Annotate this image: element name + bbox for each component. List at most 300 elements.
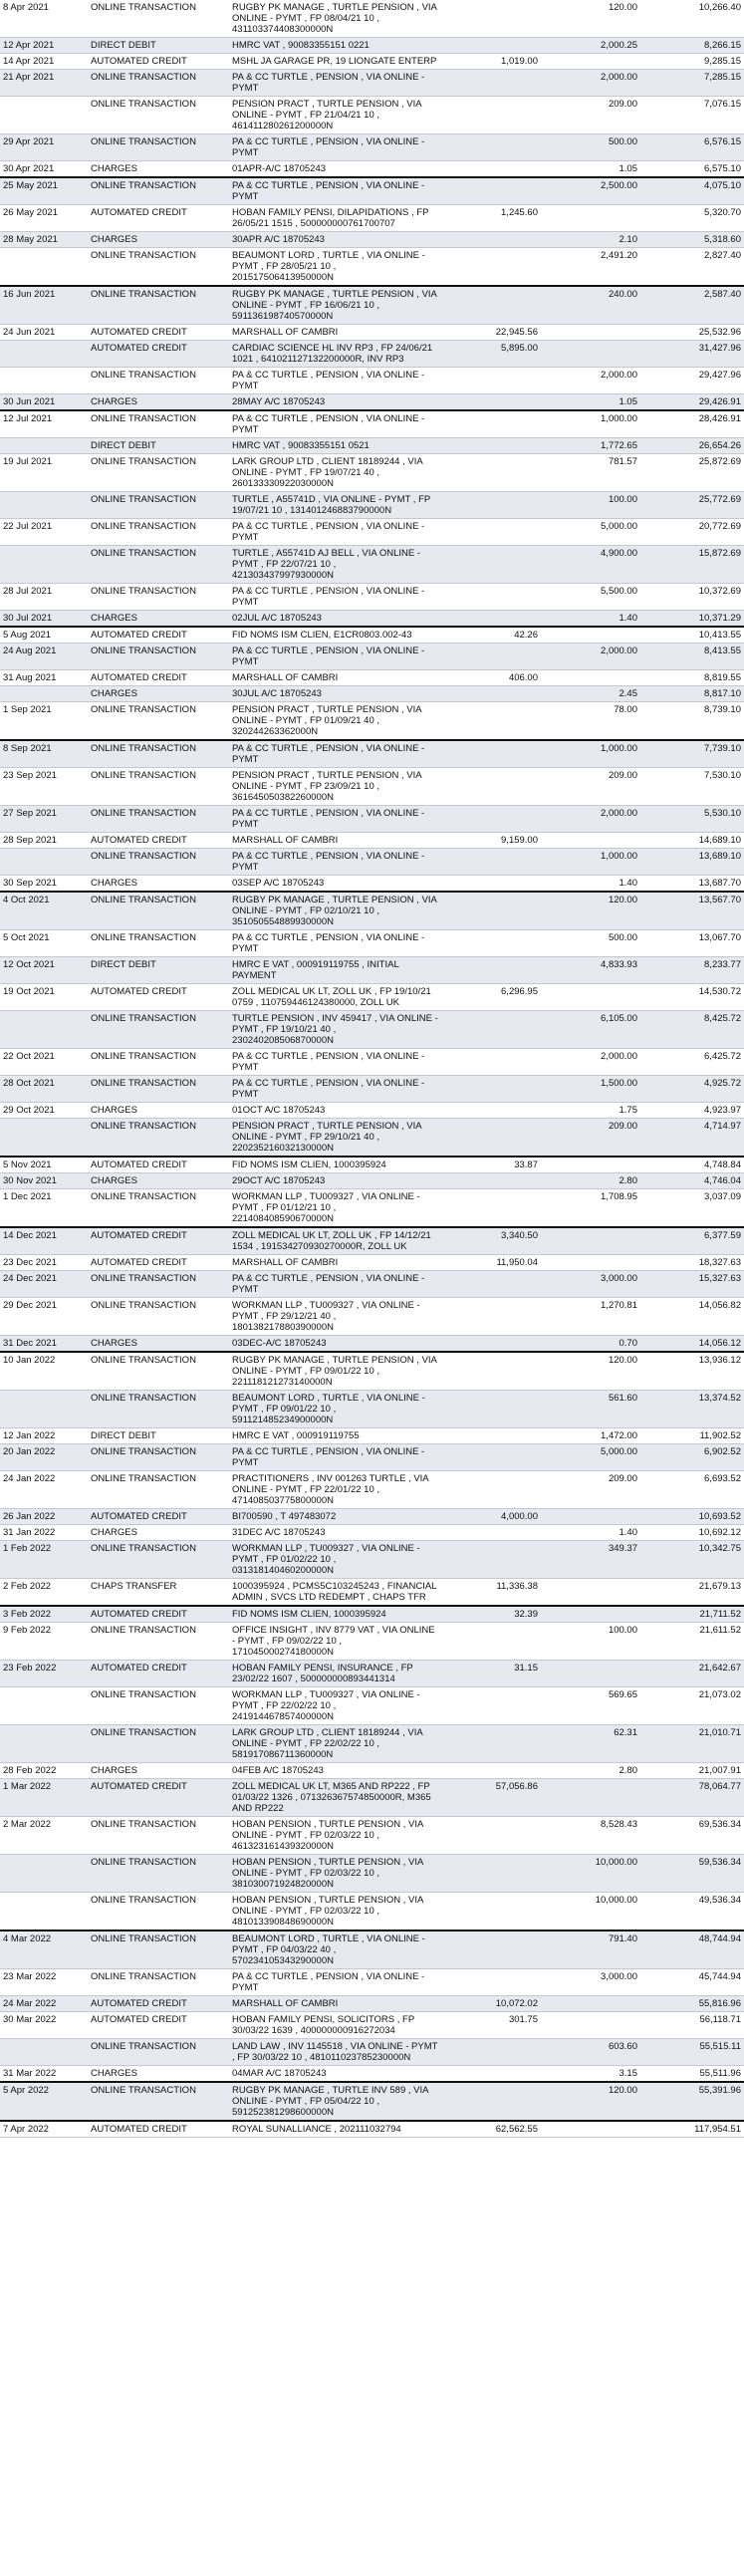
transaction-date bbox=[0, 97, 88, 134]
transaction-paid-out: 406.00 bbox=[441, 670, 541, 686]
transaction-type: ONLINE TRANSACTION bbox=[88, 1298, 229, 1336]
transaction-date: 1 Dec 2021 bbox=[0, 1189, 88, 1228]
transaction-balance: 6,693.52 bbox=[640, 1471, 744, 1509]
transaction-date bbox=[0, 368, 88, 394]
transaction-type: CHARGES bbox=[88, 1763, 229, 1779]
transaction-paid-out bbox=[441, 1525, 541, 1541]
transaction-type: CHARGES bbox=[88, 2066, 229, 2083]
transaction-date: 19 Oct 2021 bbox=[0, 984, 88, 1011]
transaction-balance: 49,536.34 bbox=[640, 1893, 744, 1932]
transaction-paid-in: 1,708.95 bbox=[541, 1189, 640, 1228]
transaction-row bbox=[0, 368, 744, 394]
transaction-paid-out bbox=[441, 161, 541, 178]
transaction-date: 28 Jul 2021 bbox=[0, 584, 88, 611]
transaction-paid-in: 2,000.00 bbox=[541, 70, 640, 97]
transaction-description: PENSION PRACT , TURTLE PENSION , VIA ONLINE - PYMT , FP 23/09/21 10 , 361645050382260000N bbox=[229, 768, 441, 806]
transaction-paid-in bbox=[541, 1227, 640, 1255]
transaction-paid-out bbox=[441, 232, 541, 248]
transaction-paid-out bbox=[441, 2066, 541, 2083]
transaction-description: PENSION PRACT , TURTLE PENSION , VIA ONLINE - PYMT , FP 01/09/21 40 , 320244263362000N bbox=[229, 702, 441, 741]
transaction-description: 01OCT A/C 18705243 bbox=[229, 1103, 441, 1119]
transaction-paid-out bbox=[441, 644, 541, 670]
transaction-row bbox=[0, 1817, 744, 1855]
transaction-date: 21 Apr 2021 bbox=[0, 70, 88, 97]
transaction-paid-out bbox=[441, 1428, 541, 1444]
transaction-row bbox=[0, 205, 744, 232]
transaction-balance: 10,342.75 bbox=[640, 1541, 744, 1579]
transaction-paid-in bbox=[541, 54, 640, 70]
transaction-balance: 4,925.72 bbox=[640, 1076, 744, 1103]
transaction-balance: 11,902.52 bbox=[640, 1428, 744, 1444]
transaction-date: 24 Dec 2021 bbox=[0, 1271, 88, 1298]
transaction-date bbox=[0, 1725, 88, 1763]
transaction-balance: 48,744.94 bbox=[640, 1931, 744, 1969]
transaction-description: HMRC VAT , 90083355151 0521 bbox=[229, 438, 441, 454]
transaction-date: 14 Dec 2021 bbox=[0, 1227, 88, 1255]
transaction-type: ONLINE TRANSACTION bbox=[88, 286, 229, 325]
transaction-date: 14 Apr 2021 bbox=[0, 54, 88, 70]
transaction-description: ZOLL MEDICAL UK LT, ZOLL UK , FP 14/12/21 1534 , 191534270930270000R, ZOLL UK bbox=[229, 1227, 441, 1255]
transaction-row bbox=[0, 806, 744, 833]
transaction-type: AUTOMATED CREDIT bbox=[88, 1779, 229, 1817]
transaction-paid-in bbox=[541, 1661, 640, 1687]
transaction-type: AUTOMATED CREDIT bbox=[88, 627, 229, 644]
transaction-paid-out bbox=[441, 1011, 541, 1049]
transaction-row bbox=[0, 1189, 744, 1228]
transaction-row bbox=[0, 1623, 744, 1661]
transaction-row bbox=[0, 1271, 744, 1298]
transaction-paid-in: 1,000.00 bbox=[541, 410, 640, 438]
transaction-date bbox=[0, 1391, 88, 1428]
transaction-type: AUTOMATED CREDIT bbox=[88, 2121, 229, 2138]
transaction-row bbox=[0, 519, 744, 546]
transaction-type: ONLINE TRANSACTION bbox=[88, 1817, 229, 1855]
transaction-paid-out bbox=[441, 546, 541, 584]
transaction-date: 24 Mar 2022 bbox=[0, 1996, 88, 2012]
transaction-row bbox=[0, 1255, 744, 1271]
transaction-row bbox=[0, 1119, 744, 1158]
transaction-date bbox=[0, 2039, 88, 2066]
transaction-paid-in: 2,000.25 bbox=[541, 38, 640, 54]
transaction-paid-in: 209.00 bbox=[541, 1471, 640, 1509]
transaction-paid-out: 57,056.86 bbox=[441, 1779, 541, 1817]
transaction-description: RUGBY PK MANAGE , TURTLE PENSION , VIA ONLINE - PYMT , FP 02/10/21 10 , 351050554889930000N bbox=[229, 892, 441, 930]
transaction-row bbox=[0, 670, 744, 686]
transaction-row bbox=[0, 1763, 744, 1779]
transaction-paid-out bbox=[441, 438, 541, 454]
transaction-description: 30APR A/C 18705243 bbox=[229, 232, 441, 248]
transaction-paid-out bbox=[441, 1725, 541, 1763]
transaction-date: 29 Apr 2021 bbox=[0, 134, 88, 161]
transaction-balance: 13,374.52 bbox=[640, 1391, 744, 1428]
transaction-paid-out bbox=[441, 611, 541, 628]
transaction-balance: 4,748.84 bbox=[640, 1157, 744, 1173]
transaction-balance: 21,007.91 bbox=[640, 1763, 744, 1779]
transaction-row bbox=[0, 702, 744, 741]
transaction-description: ROYAL SUNALLIANCE , 202111032794 bbox=[229, 2121, 441, 2138]
transaction-description: RUGBY PK MANAGE , TURTLE PENSION , VIA ONLINE - PYMT , FP 16/06/21 10 , 591136198740570000N bbox=[229, 286, 441, 325]
transaction-row bbox=[0, 546, 744, 584]
transaction-row bbox=[0, 876, 744, 893]
transaction-row bbox=[0, 1011, 744, 1049]
transaction-paid-in bbox=[541, 205, 640, 232]
transaction-row bbox=[0, 892, 744, 930]
transaction-type: CHARGES bbox=[88, 1173, 229, 1189]
transaction-row bbox=[0, 686, 744, 702]
transaction-row bbox=[0, 1227, 744, 1255]
transaction-date bbox=[0, 1687, 88, 1725]
transaction-type: ONLINE TRANSACTION bbox=[88, 584, 229, 611]
transaction-balance: 14,056.82 bbox=[640, 1298, 744, 1336]
transaction-type: AUTOMATED CREDIT bbox=[88, 1661, 229, 1687]
transaction-description: BEAUMONT LORD , TURTLE , VIA ONLINE - PYMT , FP 28/05/21 10 , 201517506413950000N bbox=[229, 248, 441, 287]
transaction-paid-out bbox=[441, 1969, 541, 1996]
transaction-paid-in: 1,270.81 bbox=[541, 1298, 640, 1336]
transaction-paid-out bbox=[441, 686, 541, 702]
transaction-paid-out bbox=[441, 1687, 541, 1725]
transaction-paid-in: 603.60 bbox=[541, 2039, 640, 2066]
transaction-paid-in: 8,528.43 bbox=[541, 1817, 640, 1855]
transaction-type: ONLINE TRANSACTION bbox=[88, 410, 229, 438]
transaction-row bbox=[0, 1606, 744, 1623]
transaction-description: PA & CC TURTLE , PENSION , VIA ONLINE - PYMT bbox=[229, 368, 441, 394]
transaction-row bbox=[0, 930, 744, 957]
transaction-balance: 21,711.52 bbox=[640, 1606, 744, 1623]
transaction-paid-in: 2.10 bbox=[541, 232, 640, 248]
transaction-paid-in bbox=[541, 627, 640, 644]
transaction-balance: 8,819.55 bbox=[640, 670, 744, 686]
transaction-paid-out: 10,072.02 bbox=[441, 1996, 541, 2012]
transaction-description: WORKMAN LLP , TU009327 , VIA ONLINE - PYMT , FP 29/12/21 40 , 180138217880390000N bbox=[229, 1298, 441, 1336]
transaction-description: PA & CC TURTLE , PENSION , VIA ONLINE - PYMT bbox=[229, 519, 441, 546]
transaction-balance: 21,611.52 bbox=[640, 1623, 744, 1661]
transaction-date: 9 Feb 2022 bbox=[0, 1623, 88, 1661]
transaction-type: ONLINE TRANSACTION bbox=[88, 134, 229, 161]
transaction-description: BEAUMONT LORD , TURTLE , VIA ONLINE - PYMT , FP 04/03/22 40 , 570234105343290000N bbox=[229, 1931, 441, 1969]
transaction-row bbox=[0, 1428, 744, 1444]
transaction-balance: 10,372.69 bbox=[640, 584, 744, 611]
transaction-description: PA & CC TURTLE , PENSION , VIA ONLINE - PYMT bbox=[229, 806, 441, 833]
transaction-description: 03SEP A/C 18705243 bbox=[229, 876, 441, 893]
transaction-type: CHARGES bbox=[88, 1525, 229, 1541]
transaction-paid-out: 6,296.95 bbox=[441, 984, 541, 1011]
transaction-row bbox=[0, 1525, 744, 1541]
transaction-description: PA & CC TURTLE , PENSION , VIA ONLINE - PYMT bbox=[229, 1271, 441, 1298]
transaction-paid-in: 781.57 bbox=[541, 454, 640, 492]
transaction-balance: 21,679.13 bbox=[640, 1579, 744, 1607]
transaction-row bbox=[0, 1541, 744, 1579]
transaction-type: ONLINE TRANSACTION bbox=[88, 2082, 229, 2121]
transaction-paid-out bbox=[441, 248, 541, 287]
transaction-balance: 55,816.96 bbox=[640, 1996, 744, 2012]
transaction-paid-in: 209.00 bbox=[541, 97, 640, 134]
transaction-description: MARSHALL OF CAMBRI bbox=[229, 833, 441, 849]
transaction-description: PA & CC TURTLE , PENSION , VIA ONLINE - PYMT bbox=[229, 849, 441, 876]
transaction-paid-in bbox=[541, 1255, 640, 1271]
transaction-description: RUGBY PK MANAGE , TURTLE INV 589 , VIA ONLINE - PYMT , FP 05/04/22 10 , 591252381298600000N bbox=[229, 2082, 441, 2121]
transaction-paid-in: 2,491.20 bbox=[541, 248, 640, 287]
transaction-type: CHARGES bbox=[88, 611, 229, 628]
transaction-balance: 8,266.15 bbox=[640, 38, 744, 54]
transaction-balance: 15,872.69 bbox=[640, 546, 744, 584]
transaction-description: HOBAN FAMILY PENSI, DILAPIDATIONS , FP 26/05/21 1515 , 500000000761700707 bbox=[229, 205, 441, 232]
transaction-paid-in: 0.70 bbox=[541, 1336, 640, 1353]
transaction-description: 04FEB A/C 18705243 bbox=[229, 1763, 441, 1779]
transaction-paid-in: 5,000.00 bbox=[541, 519, 640, 546]
transaction-description: MARSHALL OF CAMBRI bbox=[229, 1255, 441, 1271]
transaction-type: DIRECT DEBIT bbox=[88, 957, 229, 984]
transaction-paid-in: 561.60 bbox=[541, 1391, 640, 1428]
transaction-paid-out bbox=[441, 1817, 541, 1855]
transaction-type: ONLINE TRANSACTION bbox=[88, 546, 229, 584]
transaction-balance: 8,817.10 bbox=[640, 686, 744, 702]
transaction-balance: 26,654.26 bbox=[640, 438, 744, 454]
transaction-type: ONLINE TRANSACTION bbox=[88, 1049, 229, 1076]
transaction-description: FID NOMS ISM CLIEN, E1CR0803.002-43 bbox=[229, 627, 441, 644]
transaction-date: 23 Sep 2021 bbox=[0, 768, 88, 806]
transaction-row bbox=[0, 177, 744, 205]
transaction-paid-in: 1.40 bbox=[541, 611, 640, 628]
transaction-description: 1000395924 , PCMS5C103245243 , FINANCIAL ADMIN , SVCS LTD REDEMPT , CHAPS TFR bbox=[229, 1579, 441, 1607]
transaction-description: LAND LAW , INV 1145518 , VIA ONLINE - PYMT , FP 30/03/22 10 , 481011023785230000N bbox=[229, 2039, 441, 2066]
transaction-paid-in bbox=[541, 325, 640, 341]
transaction-date: 24 Jun 2021 bbox=[0, 325, 88, 341]
transaction-type: ONLINE TRANSACTION bbox=[88, 248, 229, 287]
transaction-type: ONLINE TRANSACTION bbox=[88, 519, 229, 546]
transaction-description: HOBAN PENSION , TURTLE PENSION , VIA ONLINE - PYMT , FP 02/03/22 10 , 381030071924820000N bbox=[229, 1855, 441, 1893]
transaction-paid-out bbox=[441, 368, 541, 394]
transaction-type: ONLINE TRANSACTION bbox=[88, 806, 229, 833]
transaction-balance: 55,511.96 bbox=[640, 2066, 744, 2083]
transaction-paid-in: 78.00 bbox=[541, 702, 640, 741]
transaction-description: HMRC E VAT , 000919119755 bbox=[229, 1428, 441, 1444]
transaction-balance: 14,689.10 bbox=[640, 833, 744, 849]
transaction-balance: 31,427.96 bbox=[640, 341, 744, 368]
transaction-balance: 13,936.12 bbox=[640, 1352, 744, 1391]
transaction-paid-out bbox=[441, 1103, 541, 1119]
transaction-balance: 25,772.69 bbox=[640, 492, 744, 519]
transaction-paid-in: 120.00 bbox=[541, 0, 640, 38]
transaction-balance: 29,426.91 bbox=[640, 394, 744, 411]
transaction-type: ONLINE TRANSACTION bbox=[88, 849, 229, 876]
transaction-type: CHAPS TRANSFER bbox=[88, 1579, 229, 1607]
transaction-paid-in bbox=[541, 1606, 640, 1623]
transaction-paid-out bbox=[441, 702, 541, 741]
transaction-paid-out bbox=[441, 134, 541, 161]
transaction-paid-in: 1,500.00 bbox=[541, 1076, 640, 1103]
transaction-description: PA & CC TURTLE , PENSION , VIA ONLINE - PYMT bbox=[229, 410, 441, 438]
transaction-balance: 13,689.10 bbox=[640, 849, 744, 876]
transaction-date: 5 Oct 2021 bbox=[0, 930, 88, 957]
transaction-paid-out: 32.39 bbox=[441, 1606, 541, 1623]
transaction-balance: 2,587.40 bbox=[640, 286, 744, 325]
transaction-date: 7 Apr 2022 bbox=[0, 2121, 88, 2138]
transaction-date: 28 Feb 2022 bbox=[0, 1763, 88, 1779]
transaction-date: 12 Apr 2021 bbox=[0, 38, 88, 54]
transaction-type: ONLINE TRANSACTION bbox=[88, 1189, 229, 1228]
transaction-paid-in: 1.75 bbox=[541, 1103, 640, 1119]
transaction-paid-out bbox=[441, 1271, 541, 1298]
transaction-date bbox=[0, 492, 88, 519]
transaction-row bbox=[0, 161, 744, 178]
transaction-paid-in: 1,772.65 bbox=[541, 438, 640, 454]
transaction-row bbox=[0, 1996, 744, 2012]
transaction-paid-out: 5,895.00 bbox=[441, 341, 541, 368]
transaction-paid-out bbox=[441, 768, 541, 806]
transaction-row bbox=[0, 438, 744, 454]
transaction-type: CHARGES bbox=[88, 161, 229, 178]
transaction-type: ONLINE TRANSACTION bbox=[88, 1541, 229, 1579]
transaction-balance: 25,872.69 bbox=[640, 454, 744, 492]
transaction-paid-in: 120.00 bbox=[541, 892, 640, 930]
transaction-description: 01APR-A/C 18705243 bbox=[229, 161, 441, 178]
transaction-paid-out bbox=[441, 394, 541, 411]
transaction-balance: 56,118.71 bbox=[640, 2012, 744, 2039]
transaction-row bbox=[0, 54, 744, 70]
transaction-row bbox=[0, 2039, 744, 2066]
transaction-row bbox=[0, 232, 744, 248]
transaction-paid-in: 1.05 bbox=[541, 394, 640, 411]
transaction-paid-in: 569.65 bbox=[541, 1687, 640, 1725]
transaction-description: 31DEC A/C 18705243 bbox=[229, 1525, 441, 1541]
transaction-paid-out bbox=[441, 1931, 541, 1969]
transaction-type: ONLINE TRANSACTION bbox=[88, 1011, 229, 1049]
transaction-paid-out bbox=[441, 1855, 541, 1893]
transaction-date: 8 Apr 2021 bbox=[0, 0, 88, 38]
transaction-type: ONLINE TRANSACTION bbox=[88, 1725, 229, 1763]
transaction-balance: 7,076.15 bbox=[640, 97, 744, 134]
transaction-row bbox=[0, 70, 744, 97]
transaction-balance: 7,530.10 bbox=[640, 768, 744, 806]
transaction-type: CHARGES bbox=[88, 232, 229, 248]
transaction-type: ONLINE TRANSACTION bbox=[88, 368, 229, 394]
transaction-date: 23 Mar 2022 bbox=[0, 1969, 88, 1996]
transaction-type: ONLINE TRANSACTION bbox=[88, 1076, 229, 1103]
transaction-date: 1 Mar 2022 bbox=[0, 1779, 88, 1817]
transaction-description: 30JUL A/C 18705243 bbox=[229, 686, 441, 702]
transaction-date: 5 Aug 2021 bbox=[0, 627, 88, 644]
transaction-type: CHARGES bbox=[88, 686, 229, 702]
transaction-description: HOBAN FAMILY PENSI, SOLICITORS , FP 30/03/22 1639 , 400000000916272034 bbox=[229, 2012, 441, 2039]
transaction-paid-in: 10,000.00 bbox=[541, 1893, 640, 1932]
transaction-balance: 3,037.09 bbox=[640, 1189, 744, 1228]
transaction-description: MSHL JA GARAGE PR, 19 LIONGATE ENTERP bbox=[229, 54, 441, 70]
transaction-type: ONLINE TRANSACTION bbox=[88, 1855, 229, 1893]
transaction-paid-out bbox=[441, 492, 541, 519]
transaction-date: 30 Mar 2022 bbox=[0, 2012, 88, 2039]
transaction-balance: 20,772.69 bbox=[640, 519, 744, 546]
transaction-type: ONLINE TRANSACTION bbox=[88, 1119, 229, 1158]
transaction-date bbox=[0, 849, 88, 876]
transaction-balance: 10,693.52 bbox=[640, 1509, 744, 1525]
transaction-description: PRACTITIONERS , INV 001263 TURTLE , VIA ONLINE - PYMT , FP 22/01/22 10 , 471408503775800000N bbox=[229, 1471, 441, 1509]
transaction-type: ONLINE TRANSACTION bbox=[88, 1391, 229, 1428]
transaction-row bbox=[0, 1931, 744, 1969]
transaction-description: 29OCT A/C 18705243 bbox=[229, 1173, 441, 1189]
transaction-description: HOBAN FAMILY PENSI, INSURANCE , FP 23/02/22 1607 , 500000000893441314 bbox=[229, 1661, 441, 1687]
transaction-type: AUTOMATED CREDIT bbox=[88, 1996, 229, 2012]
transaction-date: 28 Sep 2021 bbox=[0, 833, 88, 849]
transaction-type: ONLINE TRANSACTION bbox=[88, 1687, 229, 1725]
transaction-description: HMRC E VAT , 000919119755 , INITIAL PAYMENT bbox=[229, 957, 441, 984]
transaction-description: PA & CC TURTLE , PENSION , VIA ONLINE - PYMT bbox=[229, 134, 441, 161]
transaction-description: MARSHALL OF CAMBRI bbox=[229, 1996, 441, 2012]
transaction-date: 23 Feb 2022 bbox=[0, 1661, 88, 1687]
transaction-balance: 13,067.70 bbox=[640, 930, 744, 957]
transaction-row bbox=[0, 2066, 744, 2083]
transaction-balance: 8,413.55 bbox=[640, 644, 744, 670]
transaction-row bbox=[0, 1352, 744, 1391]
transaction-type: AUTOMATED CREDIT bbox=[88, 205, 229, 232]
transaction-description: FID NOMS ISM CLIEN, 1000395924 bbox=[229, 1157, 441, 1173]
transaction-paid-in bbox=[541, 1157, 640, 1173]
transaction-paid-out: 33.87 bbox=[441, 1157, 541, 1173]
transaction-paid-in bbox=[541, 1779, 640, 1817]
transaction-paid-in: 3.15 bbox=[541, 2066, 640, 2083]
transaction-date bbox=[0, 438, 88, 454]
transaction-row bbox=[0, 1893, 744, 1932]
transaction-paid-in: 2,000.00 bbox=[541, 368, 640, 394]
transaction-balance: 45,744.94 bbox=[640, 1969, 744, 1996]
transaction-paid-in: 1.40 bbox=[541, 876, 640, 893]
transaction-paid-in: 2,000.00 bbox=[541, 806, 640, 833]
transaction-row bbox=[0, 286, 744, 325]
transaction-date: 29 Oct 2021 bbox=[0, 1103, 88, 1119]
transaction-row bbox=[0, 325, 744, 341]
transaction-paid-out bbox=[441, 1763, 541, 1779]
transaction-balance: 6,902.52 bbox=[640, 1444, 744, 1471]
transaction-balance: 15,327.63 bbox=[640, 1271, 744, 1298]
transaction-paid-out bbox=[441, 1119, 541, 1158]
transaction-paid-in: 100.00 bbox=[541, 492, 640, 519]
transaction-date: 25 May 2021 bbox=[0, 177, 88, 205]
transaction-row bbox=[0, 1471, 744, 1509]
transaction-type: AUTOMATED CREDIT bbox=[88, 1255, 229, 1271]
transaction-row bbox=[0, 584, 744, 611]
transaction-balance: 5,318.60 bbox=[640, 232, 744, 248]
transaction-paid-in: 100.00 bbox=[541, 1623, 640, 1661]
transaction-paid-in: 2,000.00 bbox=[541, 1049, 640, 1076]
transaction-description: PENSION PRACT , TURTLE PENSION , VIA ONLINE - PYMT , FP 21/04/21 10 , 461411280261200000N bbox=[229, 97, 441, 134]
transaction-balance: 78,064.77 bbox=[640, 1779, 744, 1817]
transaction-date bbox=[0, 1119, 88, 1158]
transaction-date: 1 Feb 2022 bbox=[0, 1541, 88, 1579]
transaction-type: CHARGES bbox=[88, 394, 229, 411]
transaction-balance: 7,285.15 bbox=[640, 70, 744, 97]
transaction-type: ONLINE TRANSACTION bbox=[88, 702, 229, 741]
transaction-type: ONLINE TRANSACTION bbox=[88, 1893, 229, 1932]
transaction-date: 26 May 2021 bbox=[0, 205, 88, 232]
transaction-type: ONLINE TRANSACTION bbox=[88, 1444, 229, 1471]
transaction-date: 26 Jan 2022 bbox=[0, 1509, 88, 1525]
transaction-paid-out bbox=[441, 286, 541, 325]
transaction-paid-in bbox=[541, 670, 640, 686]
transaction-type: AUTOMATED CREDIT bbox=[88, 325, 229, 341]
transaction-row bbox=[0, 38, 744, 54]
transaction-description: TURTLE PENSION , INV 459417 , VIA ONLINE - PYMT , FP 19/10/21 40 , 230240208506870000N bbox=[229, 1011, 441, 1049]
transaction-paid-out bbox=[441, 2039, 541, 2066]
transaction-paid-in: 5,500.00 bbox=[541, 584, 640, 611]
transaction-balance: 13,687.70 bbox=[640, 876, 744, 893]
transaction-paid-in: 4,900.00 bbox=[541, 546, 640, 584]
transaction-balance: 29,427.96 bbox=[640, 368, 744, 394]
transaction-paid-out bbox=[441, 38, 541, 54]
transaction-balance: 6,377.59 bbox=[640, 1227, 744, 1255]
transaction-paid-out bbox=[441, 2082, 541, 2121]
transaction-row bbox=[0, 0, 744, 38]
transaction-paid-out bbox=[441, 1076, 541, 1103]
transaction-paid-in: 791.40 bbox=[541, 1931, 640, 1969]
